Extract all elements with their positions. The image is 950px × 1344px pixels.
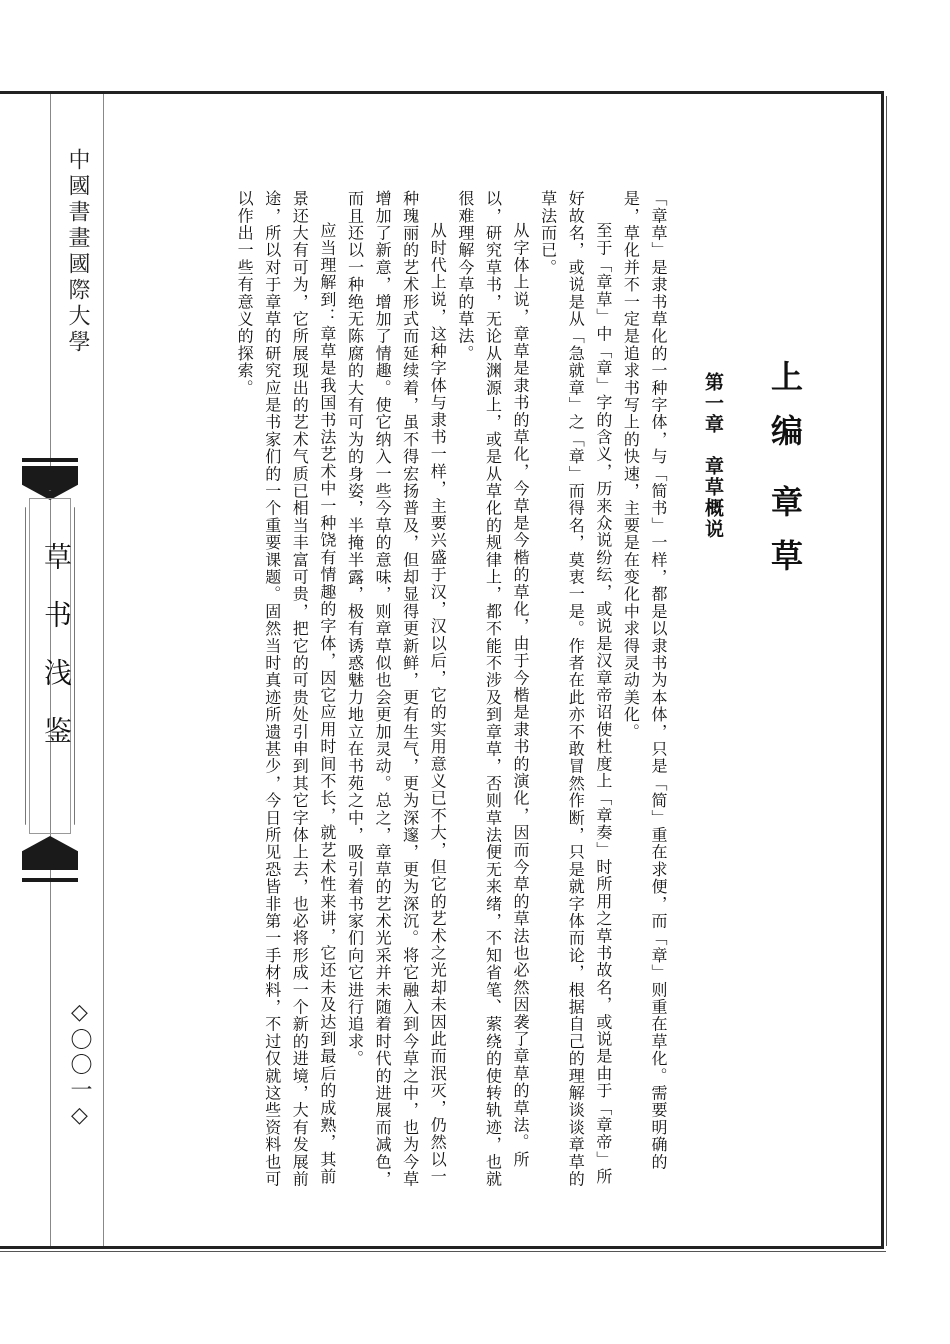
body-text	[212, 190, 672, 1190]
book-title: 草书浅鉴	[40, 542, 73, 774]
ornament-band-bottom-thin	[22, 878, 78, 882]
paragraph: 至于「章草」中「章」字的含义，历来众说纷纭，或说是汉章帝诏使杜度上「章奏」时所用之草书故名，或说是由于「章帝」所好故名，或说是从「急就章」之「章」而得名，莫衷一是。作者在此亦不敢冒然作断，只是就字体而论，根据自己的理解谈谈章草的草法而已。	[538, 190, 613, 1188]
page-frame-outer-right	[886, 96, 887, 1246]
paragraph: 应当理解到：章草是我国书法艺术中一种饶有情趣的字体，因它应用时间不长，就艺术性来讲，它还未及达到最后的成熟，其前景还大有可为，它所展现出的艺术气质已相当丰富可贵，把它的可贵处引申到其它字体上去，也必将形成一个新的进境，大有发展前途，所以对于章草的研究应是书家们的一个重要课题。固然当时真迹所遗甚少，今日所见恐皆非第一手材料，不过仅就这些资料也可以作出一些有意义的探索。	[235, 190, 337, 1188]
page-number: ◇〇〇一◇	[67, 1000, 92, 1131]
part-name: 章草	[766, 485, 804, 593]
page-frame-top	[0, 91, 884, 94]
page-frame-right	[881, 91, 884, 1249]
ornament-band-top-thin	[22, 458, 78, 462]
paragraph: 「章草」是隶书草化的一种字体，与「简书」一样，都是以隶书为本体，只是「简」重在求便，而「章」则重在草化。需要明确的是，草化并不一定是追求书写上的快速，主要是在变化中求得灵动美化。	[621, 190, 668, 1171]
margin-rule-right	[103, 94, 104, 1246]
university-name: 中國書畫國際大學	[65, 148, 90, 356]
page-frame-bottom	[0, 1246, 884, 1249]
paragraph: 从字体上说，章草是隶书的草化，今草是今楷的草化，由于今楷是隶书的演化，因而今草的草法也必然因袭了章草的草法。所以，研究草书，无论从渊源上，或是从草化的规律上，都不能不涉及到章草，否则草法便无来绪，不知省笔、萦绕的使转轨迹，也就很难理解今草的草法。	[455, 190, 531, 1188]
ornament-bracket-bottom	[22, 836, 78, 870]
chapter-title: 第一章 章草概说	[702, 372, 724, 540]
page-frame-outer-bottom	[0, 1251, 886, 1252]
part-title: 上编	[766, 360, 804, 468]
paragraph: 从时代上说，这种字体与隶书一样，主要兴盛于汉，汉以后，它的实用意义已不大，但它的艺术之光却未因此而泯灭，仍然以一种瑰丽的艺术形式而延续着，虽不得宏扬普及，但却显得更新鲜，更有生气，更为深邃，更为深沉。将它融入到今草之中，也为今草增加了新意，增加了情趣。使它纳入一些今草的意味，则章草似也会更加灵动。总之，章草的艺术光采并未随着时代的进展而减色，而且还以一种绝无陈腐的大有可为的身姿，半掩半露，极有诱惑魅力地立在书苑之中，吸引着书家们向它进行追求。	[345, 190, 448, 1188]
